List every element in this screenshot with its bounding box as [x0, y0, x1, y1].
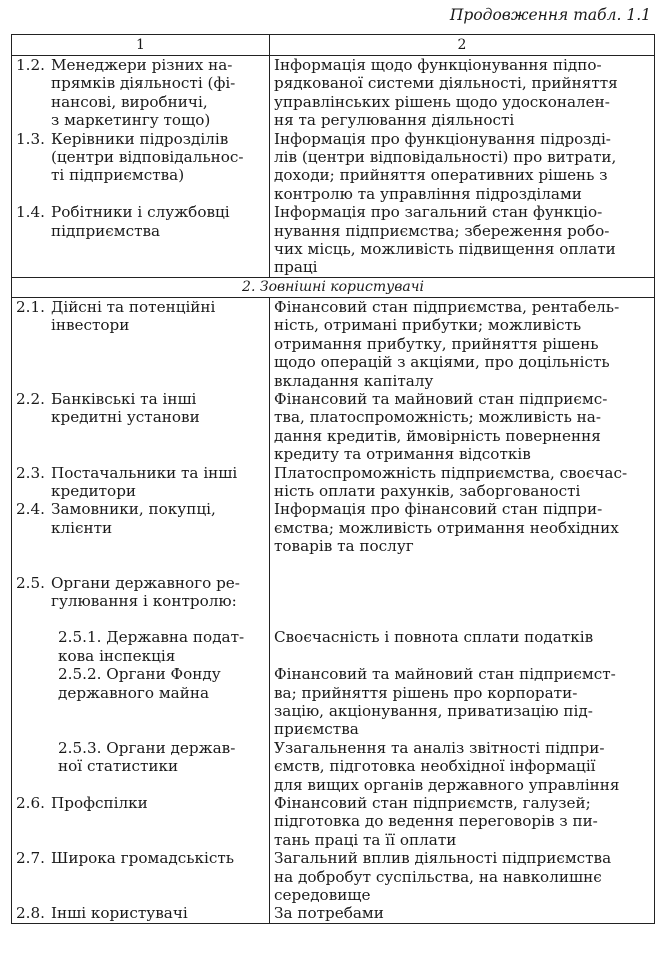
- info-cell: [270, 665, 655, 739]
- table-row: [12, 904, 655, 923]
- table-header-row: [12, 35, 655, 56]
- info-cell: [270, 556, 655, 611]
- info-cell: [270, 203, 655, 277]
- user-name: Органи державного ре- гулювання і контролю:: [50, 573, 240, 610]
- user-cell: [12, 794, 270, 849]
- table-row: [12, 794, 655, 849]
- user-name: Банківські та інші кредитні установи: [50, 389, 200, 427]
- row-number: 2.1.: [16, 297, 45, 316]
- user-cell: [12, 297, 270, 390]
- row-number: 1.3.: [16, 129, 45, 148]
- info-cell: [270, 849, 655, 904]
- table-row: [12, 130, 655, 204]
- user-name: Постачальники та інші кредитори: [50, 463, 238, 500]
- table-row: [12, 464, 655, 501]
- users-info-table: [11, 34, 655, 924]
- info-cell: [270, 390, 655, 464]
- section-title: 2. Зовнішні користувачі: [12, 277, 655, 297]
- table-row: [12, 739, 655, 794]
- user-name: Інші користувачі: [50, 904, 188, 923]
- user-name: 2.5.1. Державна подат- кова інспекція: [58, 628, 245, 665]
- user-cell: [12, 130, 270, 204]
- row-number: 2.8.: [16, 904, 45, 923]
- info-text: Інформація про функціонування підрозді- лів (центри відповідальності) про витрати, доходи; прийняття оперативних рішень з контролю та управління підрозділами: [274, 129, 617, 203]
- info-cell: [270, 464, 655, 501]
- table-row: [12, 56, 655, 130]
- user-name: Керівники підрозділів (центри відповідальнос- ті підприємства): [50, 129, 244, 185]
- row-number: 2.4.: [16, 500, 45, 519]
- user-cell: [12, 390, 270, 464]
- info-text: Інформація щодо функціонування підпо- рядкованої системи діяльності, прийняття управлінських рішень щодо удосконален- ня та регулювання діяльності: [274, 56, 618, 130]
- info-cell: [270, 130, 655, 204]
- info-text: Фінансовий стан підприємств, галузей; підготовка до ведення переговорів з пи- тань праці та її оплати: [274, 794, 598, 849]
- row-number: 2.5.: [16, 573, 45, 592]
- user-name: Замовники, покупці, клієнти: [50, 500, 216, 537]
- table-row: [12, 500, 655, 555]
- table-row: [12, 610, 655, 665]
- header-col-1: 1: [12, 35, 270, 56]
- user-name: 2.5.2. Органи Фонду державного майна: [58, 665, 221, 702]
- info-text: Інформація про загальний стан функціо- нування підприємства; збереження робо- чих місць, можливість підвищення оплати праці: [274, 203, 616, 277]
- info-cell: [270, 500, 655, 555]
- header-col-2: 2: [270, 35, 655, 56]
- user-name: Профспілки: [50, 794, 148, 813]
- table-row: [12, 390, 655, 464]
- user-cell: [12, 56, 270, 130]
- user-cell: [12, 464, 270, 501]
- row-number: 2.6.: [16, 794, 45, 813]
- user-cell: [12, 849, 270, 904]
- info-cell: [270, 904, 655, 923]
- row-number: 2.3.: [16, 463, 45, 482]
- table-row: [12, 297, 655, 390]
- info-cell: [270, 56, 655, 130]
- info-text: Фінансовий та майновий стан підприємс- тва, платоспроможність; можливість на- дання кредитів, ймовірність повернення кредиту та отримання відсотків: [274, 389, 608, 464]
- user-cell: [12, 203, 270, 277]
- info-text: Своєчасність і повнота сплати податків: [274, 628, 594, 647]
- table-row: [12, 849, 655, 904]
- info-text: Фінансовий та майновий стан підприємст- ва; прийняття рішень про корпорати- зацію, акціонування, приватизацію під- приємства: [274, 665, 616, 739]
- info-cell: [270, 297, 655, 390]
- table-caption: Продовження табл. 1.1: [449, 6, 651, 24]
- info-text: Узагальнення та аналіз звітності підпри- ємств, підготовка необхідної інформації для вищих органів державного управління: [274, 738, 620, 794]
- info-cell: [270, 794, 655, 849]
- user-cell: [12, 904, 270, 923]
- table-row: [12, 665, 655, 739]
- info-text: За потребами: [274, 904, 384, 923]
- row-number: 2.7.: [16, 849, 45, 868]
- user-cell: [12, 665, 270, 739]
- user-cell: [12, 500, 270, 555]
- user-cell: [12, 739, 270, 794]
- user-name: 2.5.3. Органи держав- ної статистики: [58, 738, 236, 776]
- user-cell: [12, 610, 270, 665]
- info-cell: [270, 610, 655, 665]
- info-text: Фінансовий стан підприємства, рентабель- ність, отримані прибутки; можливість отримання прибутку, прийняття рішень щодо операцій з акціями, про доцільність вкладання капіталу: [274, 297, 620, 390]
- info-cell: [270, 739, 655, 794]
- user-cell: [12, 556, 270, 611]
- table-row: [12, 556, 655, 611]
- row-number: 1.2.: [16, 56, 45, 74]
- row-number: 1.4.: [16, 203, 45, 222]
- row-number: 2.2.: [16, 389, 45, 408]
- info-text: Платоспроможність підприємства, своєчас- ність оплати рахунків, заборгованості: [274, 463, 628, 500]
- info-text: Інформація про фінансовий стан підпри- ємства; можливість отримання необхідних товарів та послуг: [274, 500, 619, 556]
- table-row: [12, 203, 655, 277]
- user-name: Широка громадськість: [50, 849, 235, 868]
- user-name: Робітники і службовці підприємства: [50, 203, 230, 240]
- user-name: Менеджери різних на- прямків діяльності (фі- нансові, виробничі, з маркетингу тощо): [50, 56, 236, 130]
- info-text: Загальний вплив діяльності підприємства на добробут суспільства, на навколишнє середовище: [274, 849, 612, 905]
- section-row: [12, 277, 655, 297]
- user-name: Дійсні та потенційні інвестори: [50, 297, 216, 335]
